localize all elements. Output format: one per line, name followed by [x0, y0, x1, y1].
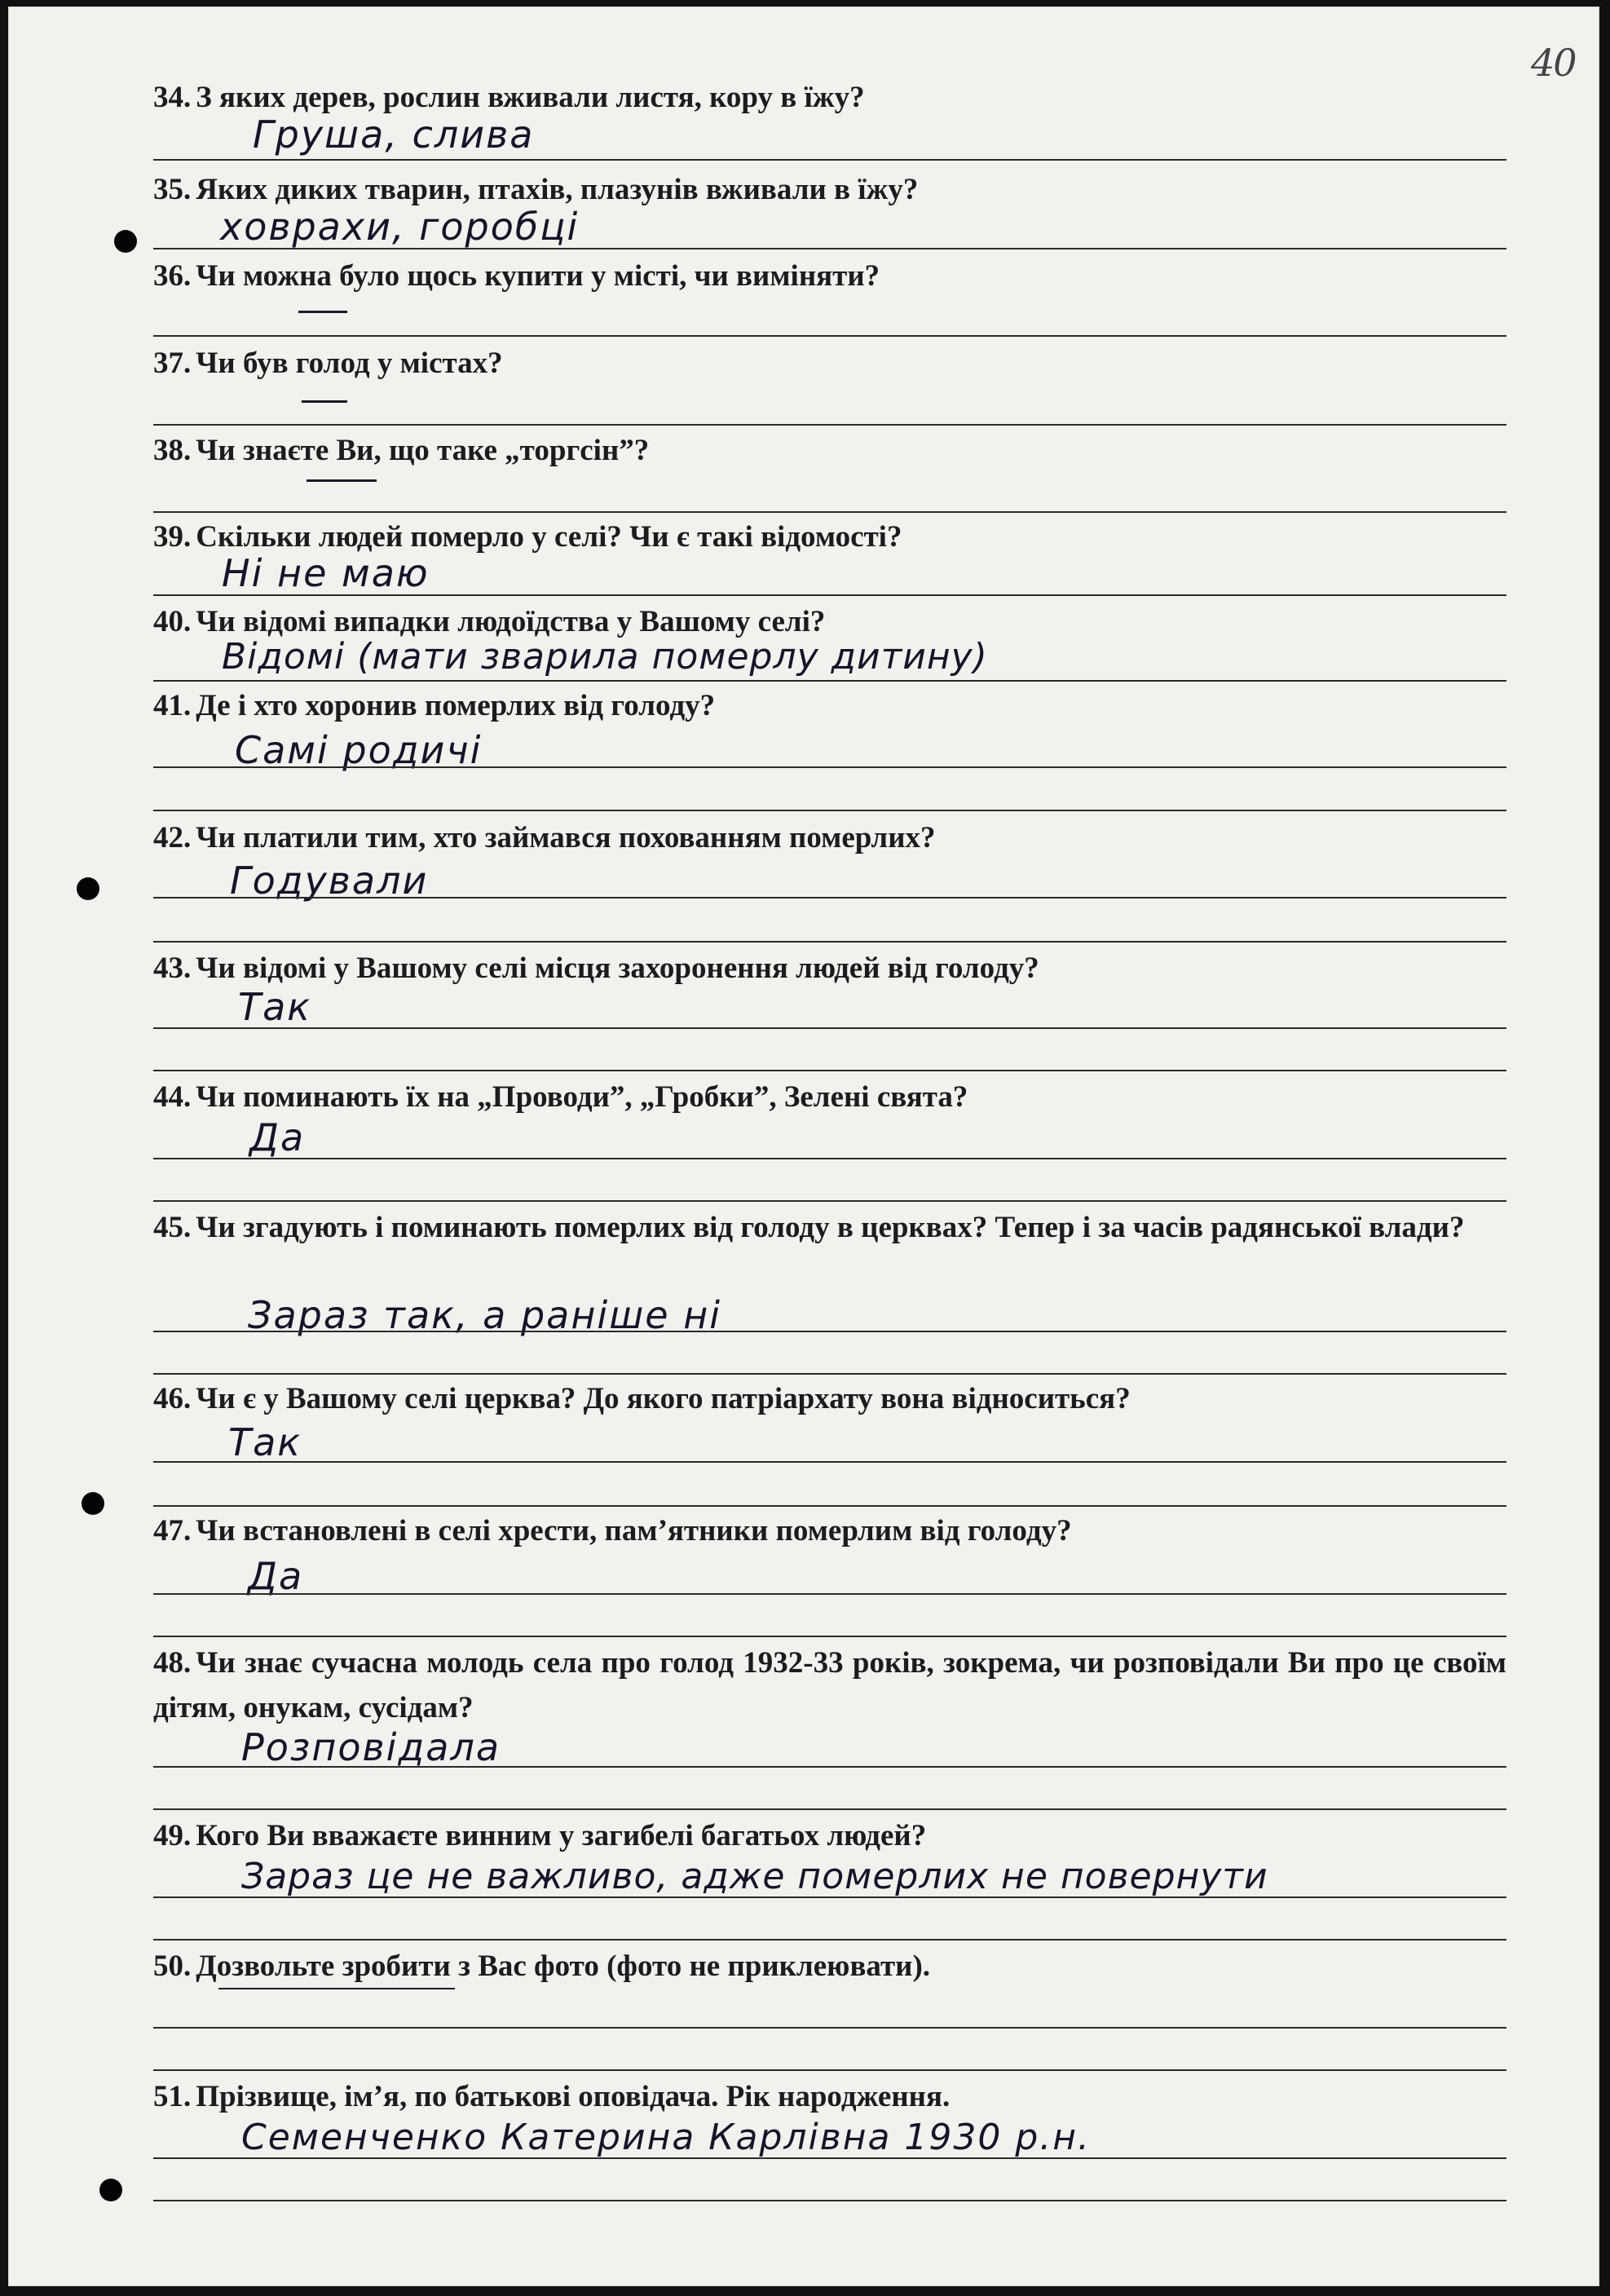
answer-48: Розповідала [241, 1725, 501, 1769]
answer-dash [302, 400, 347, 403]
question-text: Чи знаєте Ви, що таке „торгсін”? [196, 434, 650, 467]
question-text: Прізвище, ім’я, по батькові оповідача. Рік народження. [196, 2080, 951, 2113]
question-number: 47. [153, 1514, 192, 1548]
question-49 [153, 1813, 1506, 1858]
question-text: Чи є у Вашому селі церква? До якого патріархату вона відноситься? [196, 1382, 1131, 1415]
question-number: 48. [153, 1646, 192, 1680]
answer-line [153, 810, 1506, 811]
punch-hole [114, 230, 137, 253]
question-text: Чи згадують і поминають померлих від голоду в церквах? Тепер і за часів радянської влади? [196, 1211, 1465, 1244]
question-text: Чи відомі випадки людоїдства у Вашому селі? [196, 605, 826, 638]
answer-line [153, 680, 1506, 682]
answer-35: ховрахи, горобці [220, 205, 580, 249]
answer-51: Семенченко Катерина Карлівна 1930 р.н. [241, 2117, 1092, 2158]
answer-line [153, 1896, 1506, 1898]
answer-42: Годували [230, 859, 429, 903]
answer-38 [307, 459, 336, 492]
answer-line [153, 1939, 1506, 1941]
question-38 [153, 428, 1506, 473]
answer-line [153, 2069, 1506, 2071]
question-51 [153, 2074, 1506, 2119]
question-number: 51. [153, 2080, 192, 2113]
question-46 [153, 1376, 1506, 1421]
answer-44: Да [249, 1115, 306, 1159]
answer-49: Зараз це не важливо, адже померлих не повернути [241, 1856, 1268, 1897]
question-number: 36. [153, 259, 192, 293]
question-number: 42. [153, 821, 192, 854]
question-number: 38. [153, 434, 192, 467]
answer-47: Да [248, 1554, 304, 1598]
pen-underline [218, 1988, 455, 1989]
answer-34: Груша, слива [253, 113, 535, 157]
punch-hole [99, 2179, 122, 2201]
answer-line [153, 1158, 1506, 1159]
question-44 [153, 1075, 1506, 1119]
answer-dash [307, 479, 377, 482]
question-37 [153, 341, 1506, 386]
answer-line [153, 941, 1506, 943]
answer-line [153, 1070, 1506, 1071]
answer-line [153, 1200, 1506, 1202]
question-text: З яких дерев, рослин вживали листя, кору в їжу? [196, 81, 865, 114]
answer-line [153, 424, 1506, 426]
question-45 [153, 1205, 1506, 1250]
question-number: 41. [153, 689, 192, 722]
answer-line [153, 335, 1506, 337]
answer-45: Зараз так, а раніше ні [248, 1293, 722, 1337]
page-number: 40 [1531, 41, 1576, 85]
answer-line [153, 1636, 1506, 1637]
answer-line [153, 1331, 1506, 1332]
question-text: Де і хто хоронив померлих від голоду? [196, 689, 716, 722]
question-number: 49. [153, 1819, 192, 1852]
question-43 [153, 946, 1506, 991]
punch-hole [77, 877, 99, 900]
question-text: Дозвольте зробити з Вас фото (фото не приклеювати). [196, 1949, 931, 1983]
question-text: Чи відомі у Вашому селі місця захоронення людей від голоду? [196, 952, 1039, 985]
question-text: Чи знає сучасна молодь села про голод 1932-33 років, зокрема, чи розповідали Ви про це своїм дітям, онукам, сусідам? [153, 1646, 1506, 1724]
answer-37 [302, 372, 331, 404]
answer-40: Відомі (мати зварила померлу дитину) [222, 636, 988, 678]
answer-46: Так [228, 1420, 302, 1464]
question-number: 34. [153, 81, 192, 114]
question-number: 37. [153, 347, 192, 380]
question-text: Яких диких тварин, птахів, плазунів вживали в їжу? [196, 173, 919, 206]
answer-line [153, 1808, 1506, 1810]
answer-41: Самі родичі [235, 728, 483, 772]
question-number: 40. [153, 605, 192, 638]
question-text: Чи можна було щось купити у місті, чи виміняти? [196, 259, 880, 293]
question-number: 39. [153, 520, 192, 554]
question-number: 46. [153, 1382, 192, 1415]
answer-line [153, 1593, 1506, 1595]
answer-line [153, 1373, 1506, 1375]
answer-dash [298, 311, 347, 313]
question-50 [153, 1944, 1506, 1989]
question-text: Чи встановлені в селі хрести, пам’ятники померлим від голоду? [196, 1514, 1072, 1548]
question-48 [153, 1640, 1506, 1730]
questionnaire-page [8, 7, 1599, 2286]
answer-line [153, 1505, 1506, 1507]
answer-line [153, 1461, 1506, 1463]
question-number: 45. [153, 1211, 192, 1244]
answer-line [153, 1766, 1506, 1768]
answer-line [153, 159, 1506, 161]
answer-line [153, 1027, 1506, 1029]
answer-line [153, 594, 1506, 596]
question-number: 35. [153, 173, 192, 206]
question-text: Чи платили тим, хто займався похованням померлих? [196, 821, 936, 854]
answer-39: Ні не маю [222, 551, 430, 595]
answer-line [153, 2157, 1506, 2159]
question-41 [153, 683, 1506, 728]
answer-line [153, 2027, 1506, 2029]
question-number: 44. [153, 1080, 192, 1114]
question-text: Чи був голод у містах? [196, 347, 503, 380]
question-42 [153, 815, 1506, 860]
punch-hole [82, 1492, 104, 1515]
answer-line [153, 766, 1506, 768]
question-text: Чи поминають їх на „Проводи”, „Гробки”, Зелені свята? [196, 1080, 968, 1114]
answer-line [153, 897, 1506, 899]
answer-line [153, 2200, 1506, 2201]
question-text: Кого Ви вважаєте винним у загибелі багатьох людей? [196, 1819, 927, 1852]
answer-line [153, 511, 1506, 513]
question-number: 43. [153, 952, 192, 985]
question-text: Скільки людей померло у селі? Чи є такі відомості? [196, 520, 902, 554]
question-47 [153, 1508, 1506, 1553]
answer-43: Так [238, 985, 312, 1029]
answer-line [153, 248, 1506, 249]
question-number: 50. [153, 1949, 192, 1983]
question-36 [153, 254, 1506, 298]
